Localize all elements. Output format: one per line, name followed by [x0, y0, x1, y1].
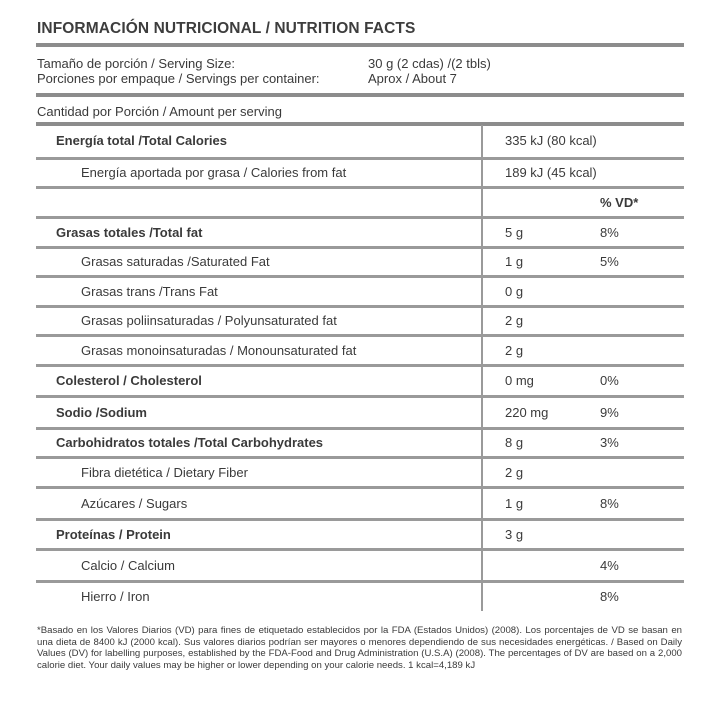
row-label: Grasas poliinsaturadas / Polyunsaturated fat	[36, 306, 482, 335]
row-amount: 0 mg	[482, 365, 600, 396]
row-dv: 5%	[600, 247, 684, 276]
row-dv	[600, 335, 684, 365]
serving-divider	[36, 93, 684, 97]
amount-per-serving: Cantidad por Porción / Amount per serving	[37, 104, 282, 119]
row-amount: 2 g	[482, 335, 600, 365]
row-amount: 2 g	[482, 306, 600, 335]
servings-per-container-value: Aprox / About 7	[368, 71, 457, 86]
row-amount: 2 g	[482, 457, 600, 487]
table-row	[36, 247, 684, 276]
servings-per-container-label: Porciones por empaque / Servings per container:	[37, 71, 320, 86]
row-amount: 3 g	[482, 519, 600, 549]
row-amount: 335 kJ (80 kcal)	[482, 125, 600, 158]
dv-column-header: % VD*	[600, 187, 684, 217]
table-row	[36, 487, 684, 519]
row-label: Grasas monoinsaturadas / Monounsaturated fat	[36, 335, 482, 365]
row-amount: 189 kJ (45 kcal)	[482, 158, 600, 187]
row-dv: 9%	[600, 396, 684, 428]
row-label: Calcio / Calcium	[36, 549, 482, 581]
row-label: Azúcares / Sugars	[36, 487, 482, 519]
row-dv	[600, 125, 684, 158]
row-amount	[482, 549, 600, 581]
row-label: Proteínas / Protein	[36, 519, 482, 549]
row-dv: 8%	[600, 217, 684, 247]
table-row	[36, 428, 684, 457]
nutrition-table	[36, 125, 684, 611]
table-row	[36, 519, 684, 549]
row-dv	[600, 306, 684, 335]
table-row	[36, 396, 684, 428]
row-dv: 8%	[600, 589, 619, 605]
row-dv: 3%	[600, 428, 684, 457]
row-dv	[600, 158, 684, 187]
row-label	[36, 187, 482, 217]
servings-per-container-row	[37, 71, 491, 86]
row-amount: 1 g	[482, 487, 600, 519]
row-dv: 8%	[600, 487, 684, 519]
row-label: Grasas saturadas /Saturated Fat	[36, 247, 482, 276]
row-label: Carbohidratos totales /Total Carbohydrates	[36, 428, 482, 457]
row-label: Grasas trans /Trans Fat	[36, 276, 482, 306]
serving-size-value: 30 g (2 cdas) /(2 tbls)	[368, 56, 491, 71]
row-amount: 1 g	[482, 247, 600, 276]
row-amount: 5 g	[482, 217, 600, 247]
row-label: Fibra dietética / Dietary Fiber	[36, 457, 482, 487]
row-dv	[600, 519, 684, 549]
table-row	[36, 217, 684, 247]
table-row	[36, 581, 684, 611]
table-row	[36, 158, 684, 187]
table-row	[36, 549, 684, 581]
table-row	[36, 365, 684, 396]
row-label: Energía aportada por grasa / Calories from fat	[36, 158, 482, 187]
footnote: *Basado en los Valores Diarios (VD) para fines de etiquetado establecidos por la FDA (Estados Unidos) (2008). Los porcentajes de VD se basan en una dieta de 8400 kJ (2000 kcal). Sus valores diarios podrían ser mayores o menores dependiendo de sus necesidades energéticas. / Based on Daily Values (DV) for labelling purposes, established by the FDA-Food and Drug Administration (U.S.A) (2008). The percentages of DV are based on a 2,000 calorie diet. Your daily values may be higher or lower depending on your calorie needs. 1 kcal=4,189 kJ	[37, 625, 682, 671]
row-amount: 8 g	[482, 428, 600, 457]
table-row	[36, 125, 684, 158]
title-divider	[36, 43, 684, 47]
row-label: Energía total /Total Calories	[36, 125, 482, 158]
page-title: INFORMACIÓN NUTRICIONAL / NUTRITION FACTS	[37, 20, 416, 37]
table-row	[36, 457, 684, 487]
row-label: Grasas totales /Total fat	[36, 217, 482, 247]
row-amount: 0 g	[482, 276, 600, 306]
row-dv	[600, 457, 684, 487]
row-amount: 220 mg	[482, 396, 600, 428]
table-row	[36, 335, 684, 365]
row-dv	[600, 276, 684, 306]
serving-size-label: Tamaño de porción / Serving Size:	[37, 56, 235, 71]
row-label: Hierro / Iron	[81, 589, 150, 605]
table-row	[36, 276, 684, 306]
row-dv: 4%	[600, 549, 684, 581]
table-row	[36, 306, 684, 335]
row-amount	[482, 581, 600, 611]
dv-header-row	[36, 187, 684, 217]
row-label: Sodio /Sodium	[36, 396, 482, 428]
row-dv: 0%	[600, 365, 684, 396]
row-label: Colesterol / Cholesterol	[36, 365, 482, 396]
serving-info	[37, 56, 491, 86]
serving-size-row	[37, 56, 491, 71]
row-amount	[482, 187, 600, 217]
